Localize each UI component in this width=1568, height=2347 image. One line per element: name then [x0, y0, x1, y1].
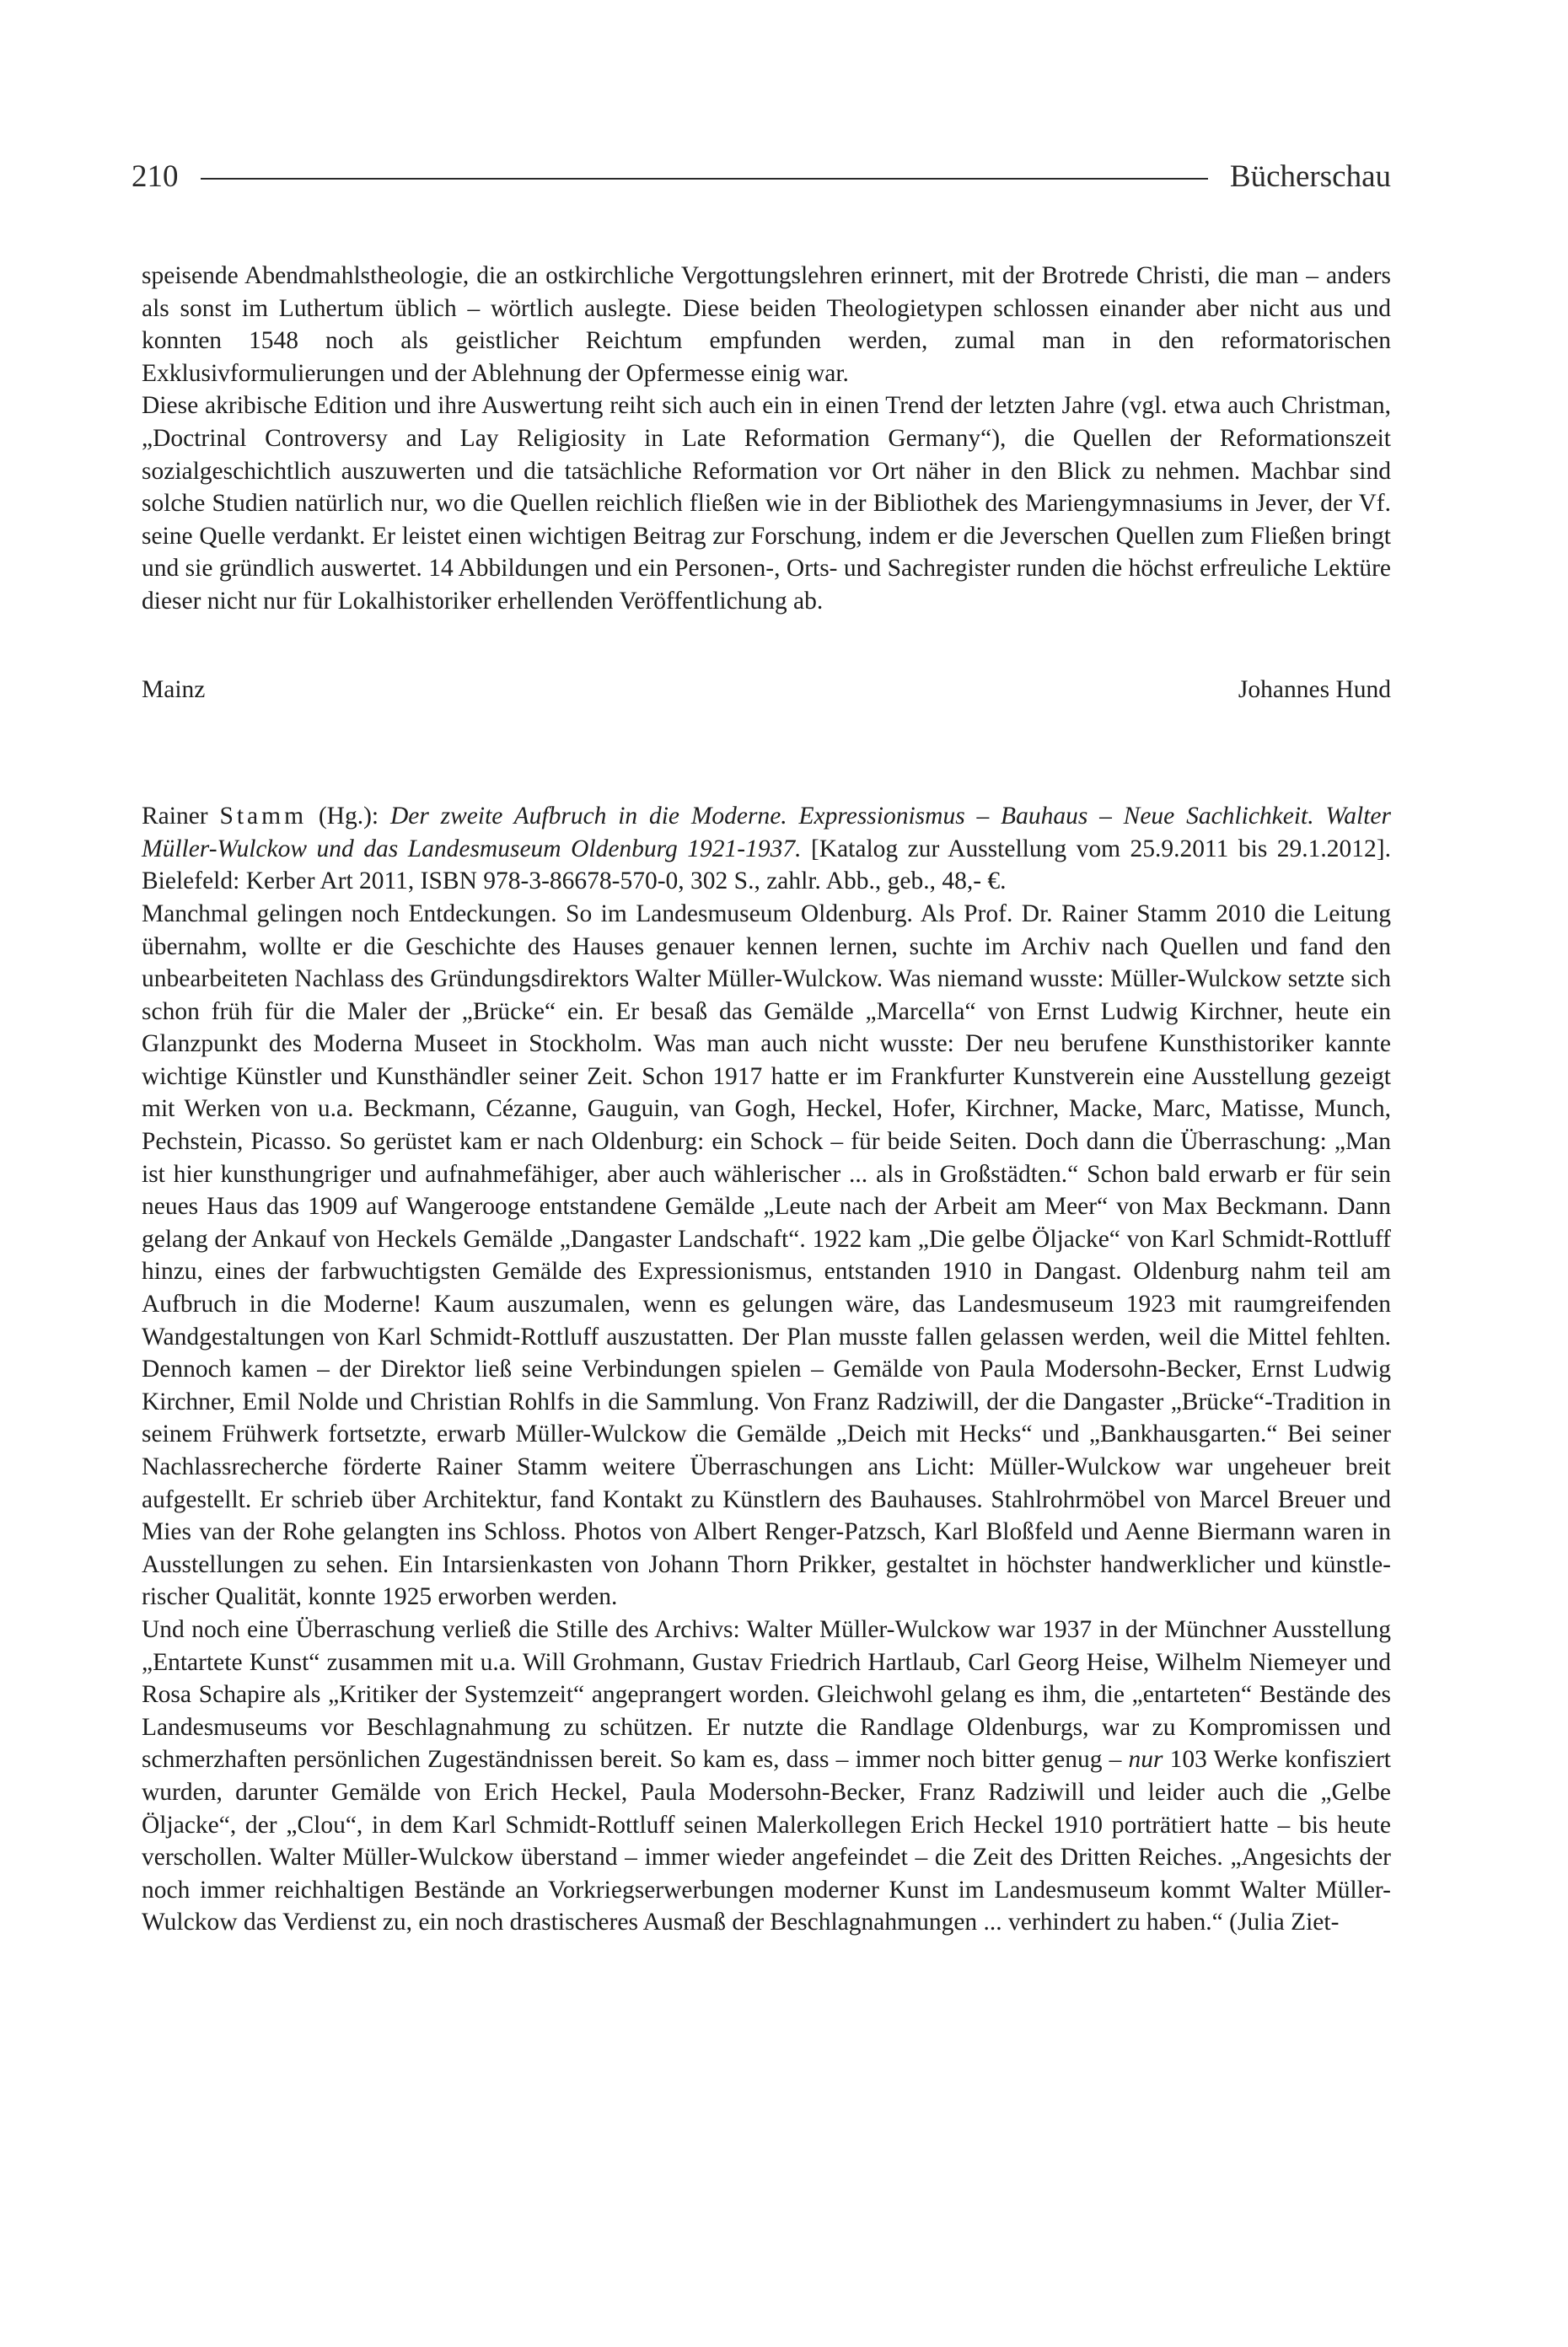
- book-author-last: Stamm: [219, 803, 308, 830]
- reviewer-name: Johannes Hund: [1238, 675, 1391, 703]
- running-header: [132, 150, 1391, 202]
- book-author-first: Rainer: [142, 803, 208, 830]
- section-title: Bücherschau: [1229, 158, 1391, 194]
- review-paragraph: Manchmal gelingen noch Entdeckungen. So im Landesmuseum Oldenburg. Als Prof. Dr. Rainer Stamm 2010 die Leitung übernahm, wollte er die Geschichte des Hauses genauer kennen lernen, suchte im Archiv nach Quellen und fand den unbearbeiteten Nachlass des Gründungsdirektors Walter Müller-Wulckow. Was niemand wusste: Müller-Wulckow setzte sich schon früh für die Maler der „Brücke“ ein. Er besaß das Gemälde „Marcella“ von Ernst Ludwig Kirchner, heute ein Glanzpunkt des Moderna Museet in Stockholm. Was man auch nicht wusste: Der neu berufene Kunsthistoriker kannte wichtige Künstler und Kunsthändler seiner Zeit. Schon 1917 hatte er im Frankfurter Kunstverein eine Ausstellung gezeigt mit Werken von u.a. Beckmann, Cézanne, Gauguin, van Gogh, Heckel, Hofer, Kirchner, Macke, Marc, Matisse, Munch, Pechstein, Picasso. So gerüstet kam er nach Oldenburg: ein Schock – für beide Seiten. Doch dann die Überraschung: „Man ist hier kunsthungriger und aufnahmefähiger, aber auch wählerischer ... als in Großstädten.“ Schon bald erwarb er für sein neues Haus das 1909 auf Wangerooge entstandene Gemälde „Leute nach der Arbeit am Meer“ von Max Beckmann. Dann gelang der Ankauf von Heckels Gemälde „Dangaster Landschaft“. 1922 kam „Die gelbe Öljacke“ von Karl Schmidt-Rottluff hinzu, eines der farbwuchtigsten Gemälde des Expressionismus, entstanden 1910 in Dangast. Oldenburg nahm teil am Aufbruch in die Moderne! Kaum auszumalen, wenn es gelungen wäre, das Landesmuseum 1923 mit raumgreifenden Wandgestaltungen von Karl Schmidt-Rottluff auszustatten. Der Plan musste fallen gelassen werden, weil die Mittel fehlten. Dennoch kamen – der Direktor ließ seine Verbindungen spielen – Gemälde von Paula Modersohn-Becker, Ernst Ludwig Kirchner, Emil Nolde und Christian Rohlfs in die Sammlung. Von Franz Radziwill, der die Dangaster „Brücke“-Tradition in seinem Frühwerk fortsetzte, erwarb Müller-Wulckow die Gemälde „Deich mit Hecks“ und „Bankhausgarten.“ Bei seiner Nachlassrecherche förderte Rainer Stamm weitere Überraschungen ans Licht: Müller-Wulckow war ungeheuer breit aufgestellt. Er schrieb über Architektur, fand Kontakt zu Künstlern des Bauhauses. Stahlrohrmöbel von Marcel Breuer und Mies van der Rohe gelangten ins Schloss. Photos von Albert Renger-Patzsch, Karl Bloßfeld und Aenne Biermann waren in Ausstellungen zu sehen. Ein Intarsienkasten von Johann Thorn Prikker, gestaltet in höchster handwerklicher und künstlerischer Qualität, konnte 1925 erworben werden.: [142, 900, 1391, 1611]
- book-title: Der zweite Aufbruch in die Moderne. Expressionismus – Bauhaus – Neue Sachlichkeit. Walter Müller-Wulckow und das Landesmuseum Oldenburg 1921-1937.: [142, 803, 1391, 862]
- book-editor-mark: (Hg.):: [307, 803, 390, 830]
- text-column: [142, 260, 1391, 1939]
- review-continuation: speisende Abendmahlstheologie, die an ostkirchliche Vergottungslehren erinnert, mit der Brotrede Christi, die man – anders als sonst im Luthertum üblich – wörtlich auslegte. Diese beiden Theologietypen schlossen einander aber nicht aus und konnten 1548 noch als geistlicher Reichtum empfunden werden, zumal man in den reformatorischen Exklusivformulierungen und der Ablehnung der Opfermesse einig war.: [142, 262, 1391, 387]
- review-paragraph: [142, 1614, 1391, 1939]
- paragraph-text: 103 Werke konfisziert wurden, darunter Gemälde von Erich Heckel, Paula Modersohn-Becker, Franz Radziwill und leider auch die „Gelbe Öljacke“, der „Clou“, in dem Karl Schmidt-Rottluff seinen Malerkollegen Erich Heckel 1910 porträtiert hatte – bis heute verschollen. Walter Müller-Wulckow überstand – immer wieder angefeindet – die Zeit des Dritten Reiches. „Angesichts der noch immer reichhaltigen Bestände an Vorkriegserwerbungen moderner Kunst im Landesmuseum kommt Walter Müller-Wulckow das Verdienst zu, ein noch drastischeres Ausmaß der Beschlagnahmungen ... verhindert zu haben.“ (Julia Ziet-: [142, 1746, 1391, 1936]
- page-number: 210: [132, 158, 179, 194]
- review-signoff: [142, 674, 1391, 706]
- header-rule: [201, 178, 1208, 180]
- review-paragraph: Diese akribische Edition und ihre Auswertung reiht sich auch ein in einen Trend der letzten Jahre (vgl. etwa auch Christman, „Doctrinal Controversy and Lay Religiosity in Late Reformation Germany“), die Quellen der Reformationszeit sozialgeschichtlich auszuwerten und die tatsächliche Reformation vor Ort näher in den Blick zu nehmen. Machbar sind solche Studien natürlich nur, wo die Quellen reichlich fließen wie in der Bibliothek des Mariengymnasiums in Jever, der Vf. seine Quelle verdankt. Er leistet einen wichtigen Beitrag zur Forschung, indem er die Jeverschen Quellen zum Fließen bringt und sie gründlich auswertet. 14 Abbildungen und ein Personen-, Orts- und Sachregister runden die höchst erfreuliche Lektüre dieser nicht nur für Lokalhistoriker erhellenden Veröffentlichung ab.: [142, 392, 1391, 615]
- emphasis-text: nur: [1128, 1746, 1163, 1774]
- book-details: [Katalog zur Ausstellung vom 25.9.2011 bis 29.1.2012]. Bielefeld: Kerber Art 2011, ISBN 978-3-86678-570-0, 302 S., zahlr. Abb., geb., 48,- €.: [142, 835, 1391, 895]
- book-citation: [142, 800, 1391, 898]
- paragraph-text: Und noch eine Überraschung verließ die Stille des Archivs: Walter Müller-Wulckow war 1937 in der Münchner Ausstellung „Entartete Kunst“ zusammen mit u.a. Will Grohmann, Gustav Friedrich Hartlaub, Carl Georg Heise, Wilhelm Niemeyer und Rosa Schapire als „Kritiker der Systemzeit“ angeprangert worden. Gleichwohl gelang es ihm, die „entarteten“ Bestände des Landesmuseums vor Beschlagnahmung zu schützen. Er nutzte die Randlage Oldenburgs, war zu Kompromissen und schmerzhaften persönlichen Zugeständnissen bereit. So kam es, dass – immer noch bitter genug –: [142, 1615, 1391, 1774]
- reviewer-place: Mainz: [142, 675, 206, 703]
